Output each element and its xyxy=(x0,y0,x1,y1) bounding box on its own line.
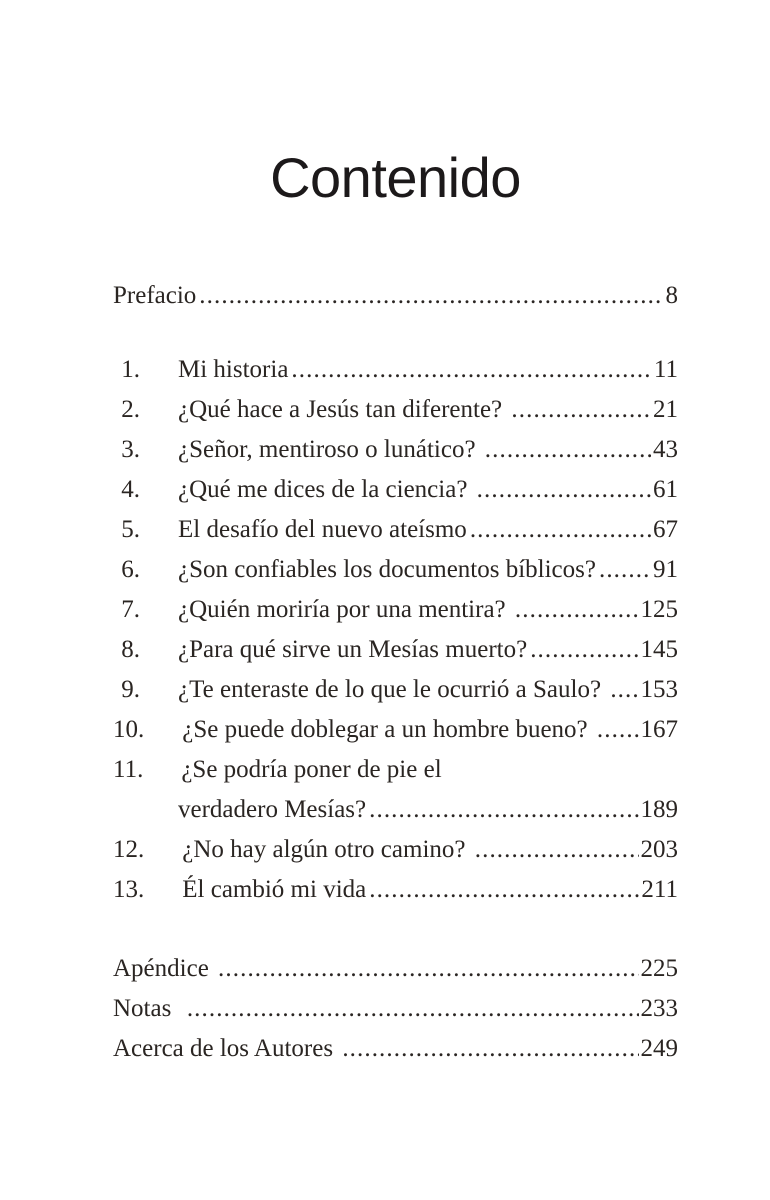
entry-page-number: 21 xyxy=(653,396,678,423)
chapter-number: 1. xyxy=(121,356,140,383)
dot-leader xyxy=(475,830,639,870)
dot-leader xyxy=(477,470,651,510)
entry-label: Prefacio xyxy=(113,282,197,309)
back-matter-list xyxy=(113,949,678,1069)
toc-entry-chapter xyxy=(113,590,678,630)
toc-entry-line xyxy=(113,830,678,870)
entry-page-number: 153 xyxy=(640,676,678,703)
dot-leader xyxy=(218,949,638,989)
toc-entry-chapter xyxy=(113,830,678,870)
toc-entry-chapter xyxy=(113,630,678,670)
entry-label: Acerca de los Autores xyxy=(113,1035,340,1062)
entry-page-number: 233 xyxy=(640,995,678,1022)
chapter-title: ¿Son confiables los documentos bíblicos? xyxy=(178,556,596,583)
dot-leader xyxy=(291,350,652,390)
chapter-title: ¿Se puede doblegar a un hombre bueno? xyxy=(182,716,594,743)
chapter-title: ¿Te enteraste de lo que le ocurrió a Saulo? xyxy=(178,676,608,703)
chapter-title: ¿Qué me dices de la ciencia? xyxy=(178,476,474,503)
entry-page-number: 203 xyxy=(640,836,678,863)
toc-entry-line xyxy=(113,710,678,750)
toc-entry-chapter xyxy=(113,470,678,510)
toc-entry-back-matter xyxy=(113,989,678,1029)
dot-leader xyxy=(199,276,663,316)
chapter-title: ¿Para qué sirve un Mesías muerto? xyxy=(178,636,528,663)
chapter-number: 6. xyxy=(121,556,140,583)
entry-page-number: 225 xyxy=(640,955,678,982)
dot-leader xyxy=(187,989,639,1029)
toc-entry-line xyxy=(113,750,678,790)
entry-page-number: 145 xyxy=(640,636,678,663)
chapter-title: ¿Se podría poner de pie el xyxy=(181,756,442,783)
page-title: Contenido xyxy=(270,146,521,209)
toc-entry-line xyxy=(113,590,678,630)
toc-entry-chapter xyxy=(113,510,678,550)
chapter-title: Mi historia xyxy=(178,356,289,383)
dot-leader xyxy=(485,430,651,470)
chapter-number: 2. xyxy=(121,396,140,423)
entry-page-number: 67 xyxy=(653,516,678,543)
toc-entry-line xyxy=(113,550,678,590)
toc-entry-line xyxy=(113,350,678,390)
dot-leader xyxy=(597,710,639,750)
toc-entry-chapter xyxy=(113,710,678,750)
chapter-title-continued: verdadero Mesías? xyxy=(178,796,367,823)
entry-label: Apéndice xyxy=(113,955,216,982)
toc-entry-chapter xyxy=(113,390,678,430)
entry-page-number: 43 xyxy=(653,436,678,463)
toc-entry-line xyxy=(113,470,678,510)
dot-leader xyxy=(610,670,638,710)
toc-entry-wrap-line xyxy=(113,790,678,830)
chapter-number: 3. xyxy=(121,436,140,463)
toc-entry-line xyxy=(113,670,678,710)
entry-page-number: 211 xyxy=(641,876,678,903)
dot-leader xyxy=(515,590,639,630)
toc-entry-line xyxy=(113,390,678,430)
toc-entry-back-matter xyxy=(113,949,678,989)
toc-entry-chapter xyxy=(113,670,678,710)
chapter-list xyxy=(113,350,678,910)
chapter-number: 13. xyxy=(113,876,145,903)
dot-leader xyxy=(369,870,639,910)
toc-entry-chapter xyxy=(113,750,678,830)
chapter-number: 8. xyxy=(121,636,140,663)
entry-label: Notas xyxy=(113,995,184,1022)
toc-entry-chapter xyxy=(113,870,678,910)
toc-entry-chapter xyxy=(113,430,678,470)
chapter-number: 12. xyxy=(113,836,145,863)
toc-entry-back-matter xyxy=(113,1029,678,1069)
toc-entry-chapter xyxy=(113,550,678,590)
toc-entry-line xyxy=(113,510,678,550)
entry-page-number: 91 xyxy=(653,556,678,583)
dot-leader xyxy=(342,1029,638,1069)
chapter-number: 7. xyxy=(121,596,140,623)
chapter-number: 9. xyxy=(121,676,140,703)
dot-leader xyxy=(599,550,651,590)
dot-leader xyxy=(470,510,651,550)
dot-leader xyxy=(369,790,638,830)
entry-page-number: 61 xyxy=(653,476,678,503)
table-of-contents xyxy=(113,276,678,1069)
chapter-number: 10. xyxy=(113,716,145,743)
chapter-title: ¿No hay algún otro camino? xyxy=(182,836,472,863)
toc-entry-line xyxy=(113,630,678,670)
entry-page-number: 189 xyxy=(640,796,678,823)
chapter-title: ¿Señor, mentiroso o lunático? xyxy=(178,436,482,463)
dot-leader xyxy=(511,390,651,430)
chapter-title: ¿Qué hace a Jesús tan diferente? xyxy=(178,396,509,423)
chapter-title: El desafío del nuevo ateísmo xyxy=(178,516,467,543)
entry-page-number: 8 xyxy=(665,282,678,309)
dot-leader xyxy=(530,630,638,670)
chapter-number: 4. xyxy=(121,476,140,503)
chapter-title: Él cambió mi vida xyxy=(182,876,367,903)
toc-entry-preface xyxy=(113,276,678,316)
toc-entry-chapter xyxy=(113,350,678,390)
entry-page-number: 11 xyxy=(653,356,678,383)
entry-page-number: 249 xyxy=(640,1035,678,1062)
chapter-title: ¿Quién moriría por una mentira? xyxy=(178,596,512,623)
entry-page-number: 167 xyxy=(640,716,678,743)
toc-entry-line xyxy=(113,870,678,910)
chapter-number: 11. xyxy=(113,756,144,783)
chapter-number: 5. xyxy=(121,516,140,543)
entry-page-number: 125 xyxy=(640,596,678,623)
chapter-number-spacer xyxy=(113,790,140,830)
toc-entry-line xyxy=(113,430,678,470)
